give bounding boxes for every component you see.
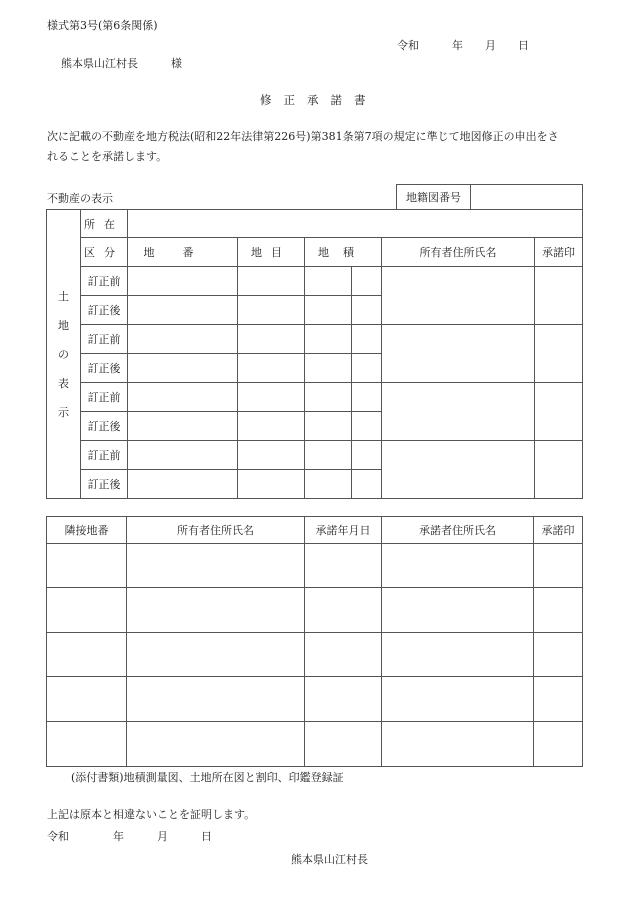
table-row xyxy=(47,588,583,633)
body-text-line-2: れることを承諾します。 xyxy=(47,150,168,163)
seal-cell[interactable] xyxy=(535,383,583,441)
location-field[interactable] xyxy=(128,210,583,238)
row-kubun-3: 訂正前 xyxy=(81,325,128,354)
chimoku-cell[interactable] xyxy=(238,296,305,325)
adjacent-owner-cell[interactable] xyxy=(127,588,305,633)
adjacent-owner-cell[interactable] xyxy=(127,677,305,722)
certification-text: 上記は原本と相違ないことを証明します。 xyxy=(47,808,256,821)
chiban-cell[interactable] xyxy=(128,441,238,470)
adjacent-owner-cell[interactable] xyxy=(127,722,305,767)
adjacent-chiban-cell[interactable] xyxy=(47,544,127,588)
chiseki-sub-cell[interactable] xyxy=(352,412,382,441)
chimoku-cell[interactable] xyxy=(238,325,305,354)
page-title: 修正承諾書 xyxy=(260,93,378,107)
chiban-cell[interactable] xyxy=(128,325,238,354)
certification-date: 令和 年 月 日 xyxy=(47,830,212,843)
adjacent-seal-cell[interactable] xyxy=(534,588,583,633)
seal-cell[interactable] xyxy=(535,441,583,499)
consenter-cell[interactable] xyxy=(382,544,534,588)
owner-cell[interactable] xyxy=(382,325,535,383)
chimoku-cell[interactable] xyxy=(238,412,305,441)
chiseki-sub-cell[interactable] xyxy=(352,354,382,383)
date-line: 令和 年 月 日 xyxy=(397,39,529,52)
chiseki-sub-cell[interactable] xyxy=(352,325,382,354)
map-number-label: 地籍図番号 xyxy=(397,185,471,210)
adjacent-chiban-cell[interactable] xyxy=(47,722,127,767)
signer: 熊本県山江村長 xyxy=(291,853,368,866)
consenter-cell[interactable] xyxy=(382,633,534,677)
consenter-cell[interactable] xyxy=(382,588,534,633)
owner-cell[interactable] xyxy=(382,441,535,499)
adjacent-seal-cell[interactable] xyxy=(534,722,583,767)
consent-date-cell[interactable] xyxy=(305,677,382,722)
chimoku-cell[interactable] xyxy=(238,383,305,412)
chiseki-sub-cell[interactable] xyxy=(352,383,382,412)
chiseki-cell[interactable] xyxy=(305,267,352,296)
chiban-cell[interactable] xyxy=(128,354,238,383)
chiseki-cell[interactable] xyxy=(305,296,352,325)
chimoku-cell[interactable] xyxy=(238,470,305,499)
seal-cell[interactable] xyxy=(535,325,583,383)
header-adjacent-chiban: 隣接地番 xyxy=(47,517,127,544)
adjacent-owner-cell[interactable] xyxy=(127,633,305,677)
table-row xyxy=(47,677,583,722)
header-seal: 承諾印 xyxy=(535,238,583,267)
chiseki-sub-cell[interactable] xyxy=(352,267,382,296)
adjacent-seal-cell[interactable] xyxy=(534,544,583,588)
chiseki-cell[interactable] xyxy=(305,441,352,470)
consent-date-cell[interactable] xyxy=(305,722,382,767)
adjacent-seal-cell[interactable] xyxy=(534,677,583,722)
row-kubun-1: 訂正前 xyxy=(81,267,128,296)
adjacent-owner-cell[interactable] xyxy=(127,544,305,588)
header-chiban: 地番 xyxy=(128,238,238,267)
adjacent-chiban-cell[interactable] xyxy=(47,588,127,633)
chiseki-sub-cell[interactable] xyxy=(352,470,382,499)
chiban-cell[interactable] xyxy=(128,267,238,296)
chimoku-cell[interactable] xyxy=(238,267,305,296)
adjacent-seal-cell[interactable] xyxy=(534,633,583,677)
consenter-cell[interactable] xyxy=(382,677,534,722)
consent-date-cell[interactable] xyxy=(305,544,382,588)
chiseki-cell[interactable] xyxy=(305,470,352,499)
addressee: 熊本県山江村長 様 xyxy=(61,57,182,70)
row-kubun-2: 訂正後 xyxy=(81,296,128,325)
table-row xyxy=(47,633,583,677)
header-chiseki: 地積 xyxy=(305,238,382,267)
chiseki-cell[interactable] xyxy=(305,325,352,354)
chiban-cell[interactable] xyxy=(128,470,238,499)
owner-cell[interactable] xyxy=(382,267,535,325)
header-consenter: 承諾者住所氏名 xyxy=(382,517,534,544)
form-number: 様式第3号(第6条関係) xyxy=(47,19,158,32)
property-table xyxy=(46,209,583,499)
table-row xyxy=(47,722,583,767)
header-adjacent-owner: 所有者住所氏名 xyxy=(127,517,305,544)
header-kubun: 区分 xyxy=(81,238,128,267)
owner-cell[interactable] xyxy=(382,383,535,441)
chiseki-cell[interactable] xyxy=(305,354,352,383)
attachments-note: (添付書類)地積測量図、土地所在図と割印、印鑑登録証 xyxy=(71,771,344,784)
consent-date-cell[interactable] xyxy=(305,633,382,677)
chiban-cell[interactable] xyxy=(128,296,238,325)
body-text-line-1: 次に記載の不動産を地方税法(昭和22年法律第226号)第381条第7項の規定に準じて地図修正の申出をさ xyxy=(47,130,559,143)
row-kubun-8: 訂正後 xyxy=(81,470,128,499)
adjacent-table xyxy=(46,516,583,767)
row-kubun-5: 訂正前 xyxy=(81,383,128,412)
header-consent-date: 承諾年月日 xyxy=(305,517,382,544)
adjacent-chiban-cell[interactable] xyxy=(47,677,127,722)
chimoku-cell[interactable] xyxy=(238,441,305,470)
adjacent-chiban-cell[interactable] xyxy=(47,633,127,677)
chimoku-cell[interactable] xyxy=(238,354,305,383)
row-kubun-6: 訂正後 xyxy=(81,412,128,441)
row-kubun-4: 訂正後 xyxy=(81,354,128,383)
chiseki-sub-cell[interactable] xyxy=(352,441,382,470)
header-owner: 所有者住所氏名 xyxy=(382,238,535,267)
chiban-cell[interactable] xyxy=(128,383,238,412)
chiban-cell[interactable] xyxy=(128,412,238,441)
table-row xyxy=(47,544,583,588)
consent-date-cell[interactable] xyxy=(305,588,382,633)
map-number-box xyxy=(396,184,583,210)
chiseki-cell[interactable] xyxy=(305,412,352,441)
consenter-cell[interactable] xyxy=(382,722,534,767)
map-number-field[interactable] xyxy=(471,185,583,210)
property-section-label: 不動産の表示 xyxy=(47,192,113,205)
location-label: 所在 xyxy=(81,210,128,238)
header-adjacent-seal: 承諾印 xyxy=(534,517,583,544)
seal-cell[interactable] xyxy=(535,267,583,325)
header-chimoku: 地目 xyxy=(238,238,305,267)
chiseki-cell[interactable] xyxy=(305,383,352,412)
chiseki-sub-cell[interactable] xyxy=(352,296,382,325)
land-display-label: 土地の表示 xyxy=(47,210,81,499)
row-kubun-7: 訂正前 xyxy=(81,441,128,470)
